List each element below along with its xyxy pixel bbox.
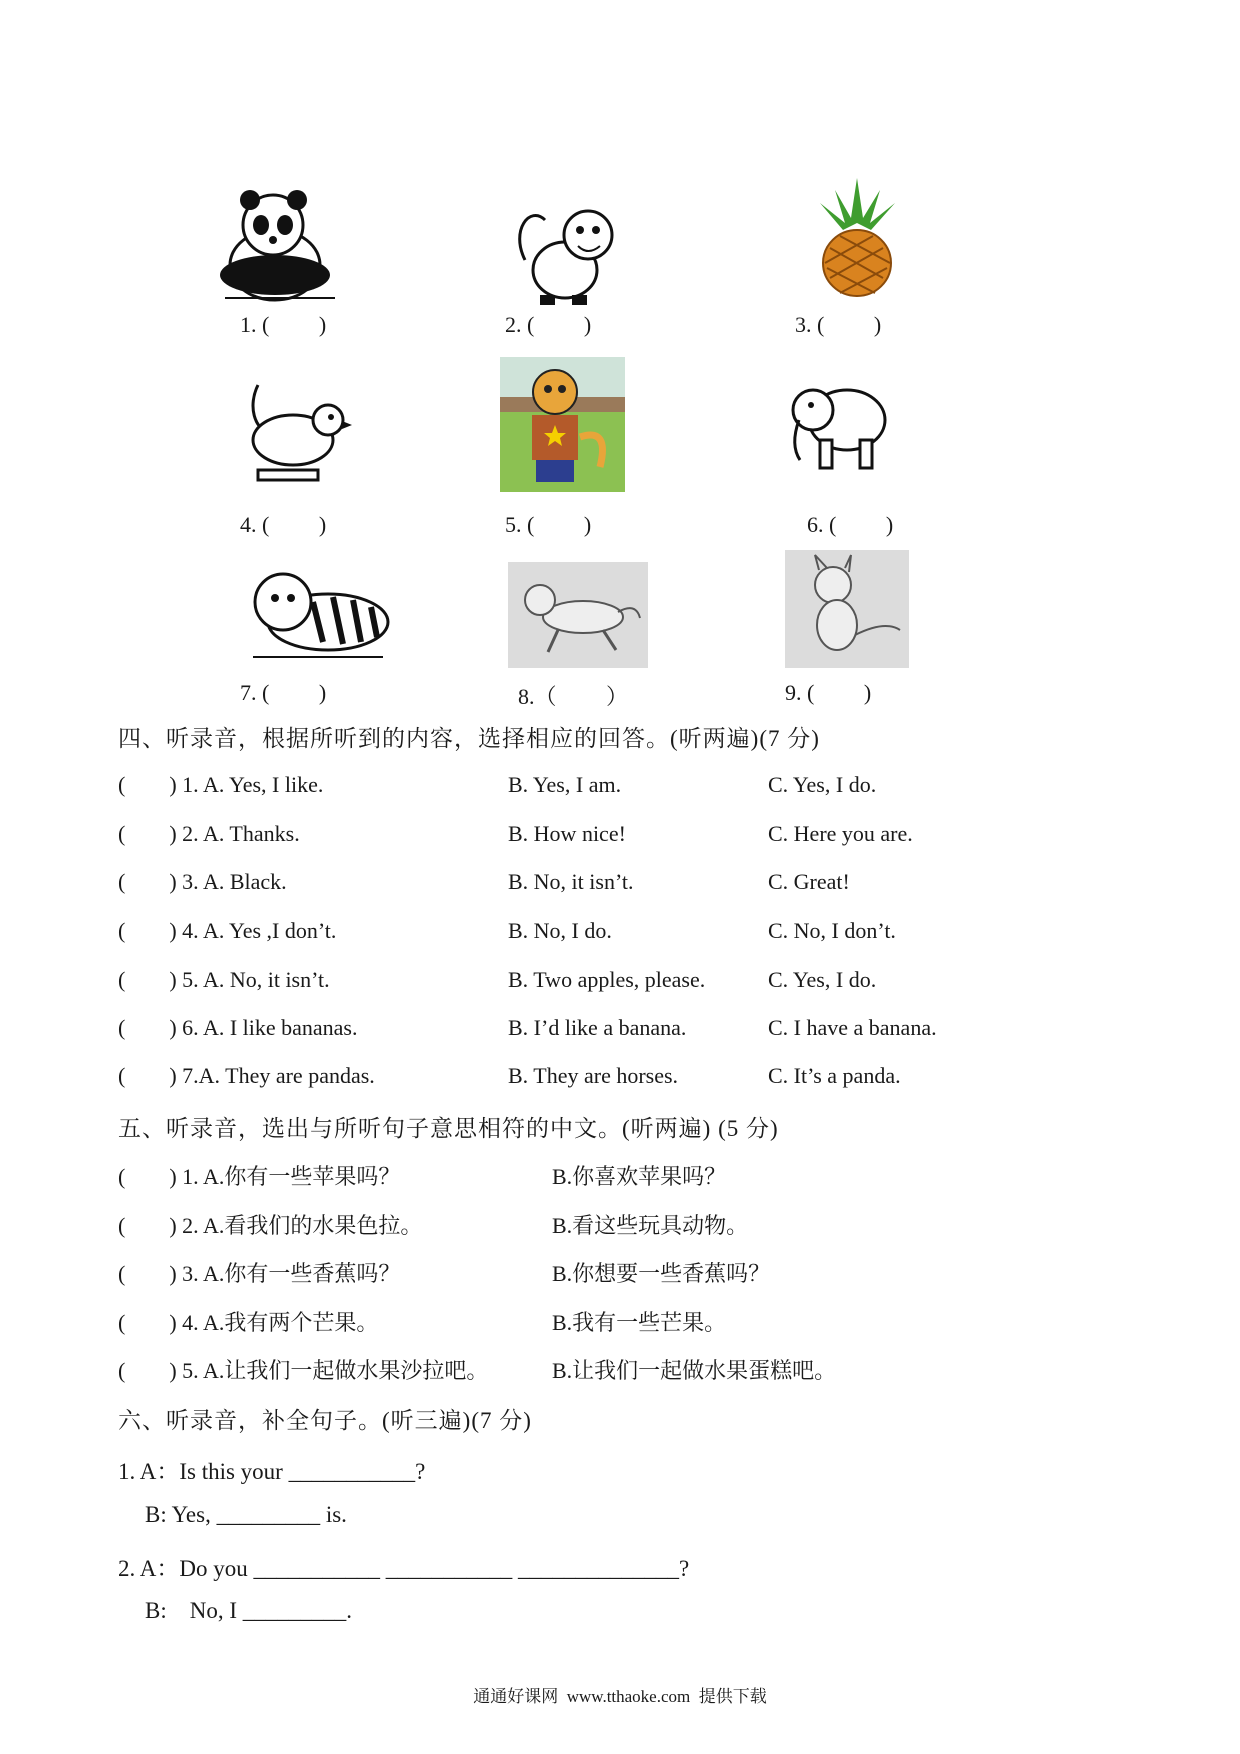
elephant-icon xyxy=(785,375,890,475)
question: ( ) 5. A. No, it isn’t. xyxy=(118,967,330,992)
question: ( ) 2. A. Thanks. xyxy=(118,821,300,846)
option-b: B. I’d like a banana. xyxy=(508,1015,687,1040)
fill-in-line: B: No, I _________. xyxy=(145,1598,352,1623)
option-b: B. Two apples, please. xyxy=(508,967,706,992)
cat-icon xyxy=(500,357,625,492)
picture-label: 8.（ ） xyxy=(518,684,629,709)
question: ( ) 3. A. Black. xyxy=(118,869,287,894)
question: ( ) 1. A. Yes, I like. xyxy=(118,772,324,797)
question: ( ) 7.A. They are pandas. xyxy=(118,1063,375,1088)
option-b: B.我有一些芒果。 xyxy=(552,1310,727,1335)
option-b: B. No, it isn’t. xyxy=(508,869,634,894)
tiger-icon xyxy=(243,562,393,672)
pineapple-icon xyxy=(815,178,900,298)
picture-label: 4. ( ) xyxy=(240,512,327,537)
question: ( ) 6. A. I like bananas. xyxy=(118,1015,358,1040)
option-b: B.你喜欢苹果吗？ xyxy=(552,1164,727,1189)
monkey-icon xyxy=(510,200,625,310)
option-b: B.看这些玩具动物。 xyxy=(552,1213,749,1238)
section-heading: 四、听录音，根据所听到的内容，选择相应的回答。(听两遍)(7 分) xyxy=(118,726,820,751)
picture-label: 7. ( ) xyxy=(240,680,327,705)
question: ( ) 1. A.你有一些苹果吗？ xyxy=(118,1164,401,1189)
picture-label: 1. ( ) xyxy=(240,312,327,337)
option-b: B.让我们一起做水果蛋糕吧。 xyxy=(552,1358,837,1383)
picture-label: 5. ( ) xyxy=(505,512,592,537)
option-c: C. Yes, I do. xyxy=(768,967,877,992)
picture-label: 9. ( ) xyxy=(785,680,872,705)
fill-in-line: 1. A：Is this your ___________? xyxy=(118,1459,426,1484)
cat-sketch-icon xyxy=(785,550,909,668)
question: ( ) 2. A.看我们的水果色拉。 xyxy=(118,1213,423,1238)
option-c: C. I have a banana. xyxy=(768,1015,937,1040)
option-b: B.你想要一些香蕉吗？ xyxy=(552,1261,771,1286)
option-b: B. How nice! xyxy=(508,821,626,846)
fill-in-line: B: Yes, _________ is. xyxy=(145,1502,347,1527)
option-c: C. Here you are. xyxy=(768,821,913,846)
panda-icon xyxy=(215,180,350,310)
option-b: B. They are horses. xyxy=(508,1063,679,1088)
picture-label: 3. ( ) xyxy=(795,312,882,337)
section-heading: 五、听录音，选出与所听句子意思相符的中文。(听两遍) (5 分) xyxy=(118,1116,779,1141)
option-c: C. Yes, I do. xyxy=(768,772,877,797)
dog-icon xyxy=(508,562,648,668)
footer: 通通好课网 www.tthaoke.com 提供下载 xyxy=(473,1687,767,1706)
section-heading: 六、听录音，补全句子。(听三遍)(7 分) xyxy=(118,1408,532,1433)
picture-label: 6. ( ) xyxy=(807,512,894,537)
question: ( ) 4. A. Yes ,I don’t. xyxy=(118,918,337,943)
bird-icon xyxy=(238,375,356,493)
fill-in-line: 2. A：Do you ___________ ___________ ______________? xyxy=(118,1556,690,1581)
option-c: C. It’s a panda. xyxy=(768,1063,901,1088)
option-c: C. Great! xyxy=(768,869,850,894)
question: ( ) 5. A.让我们一起做水果沙拉吧。 xyxy=(118,1358,489,1383)
option-b: B. No, I do. xyxy=(508,918,612,943)
question: ( ) 3. A.你有一些香蕉吗？ xyxy=(118,1261,401,1286)
option-b: B. Yes, I am. xyxy=(508,772,622,797)
option-c: C. No, I don’t. xyxy=(768,918,896,943)
question: ( ) 4. A.我有两个芒果。 xyxy=(118,1310,379,1335)
picture-label: 2. ( ) xyxy=(505,312,592,337)
